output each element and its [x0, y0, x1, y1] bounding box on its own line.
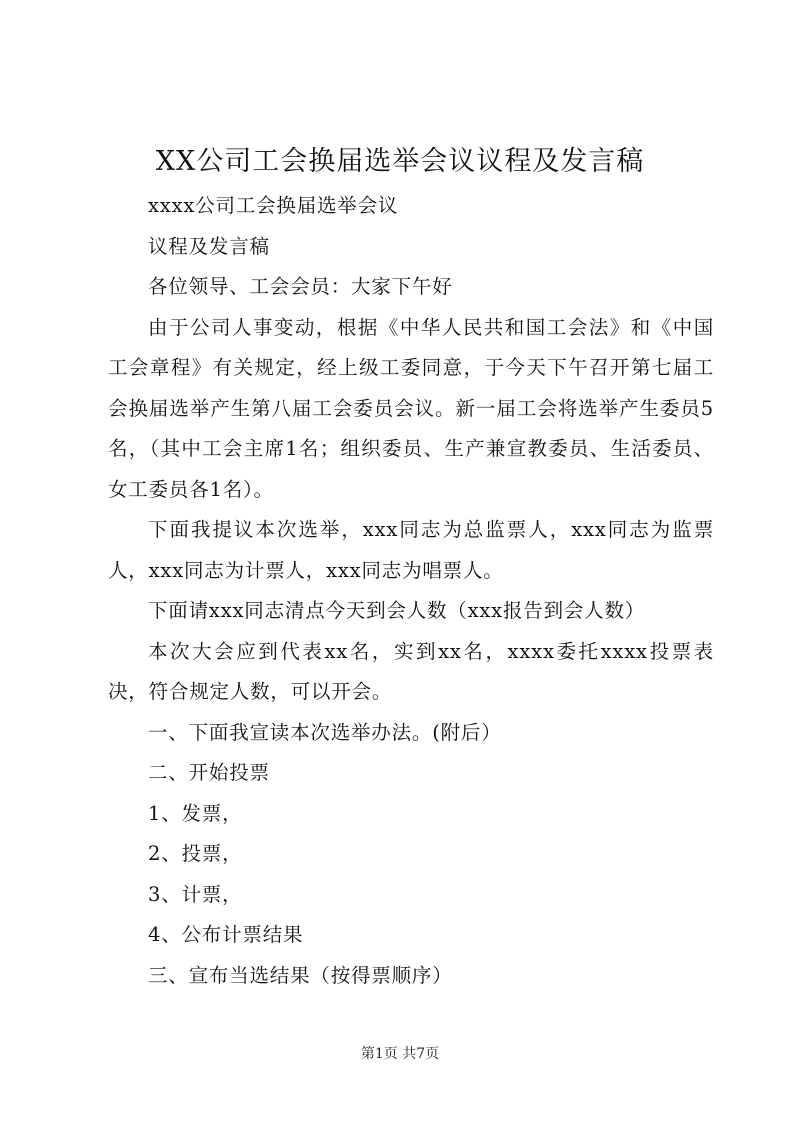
document-body: [108, 186, 714, 996]
paragraph-section-three: 三、宣布当选结果（按得票顺序）: [148, 963, 453, 987]
paragraph-attendance-count: 下面请xxx同志清点今天到会人数（xxx报告到会人数）: [148, 599, 646, 622]
paragraph-quorum: 本次大会应到代表xx名，实到xx名，xxxx委托xxxx投票表决，符合规定人数，可以开会。: [108, 639, 714, 703]
list-item-distribute: 1、发票，: [148, 801, 243, 825]
paragraph-meeting-name: xxxx公司工会换届选举会议: [148, 194, 399, 217]
paragraph-section-one: 一、下面我宣读本次选举办法。(附后）: [148, 720, 502, 744]
list-item-vote: 2、投票，: [148, 842, 243, 865]
paragraph-section-two: 二、开始投票: [148, 761, 270, 784]
paragraph-greeting: 各位领导、工会会员：大家下午好: [148, 275, 453, 298]
list-item-announce: 4、公布计票结果: [148, 923, 304, 946]
page-number-footer: 第1页 共7页: [360, 1046, 440, 1062]
paragraph-subtitle: 议程及发言稿: [148, 234, 270, 258]
document-title: XX公司工会换届选举会议议程及发言稿: [155, 146, 645, 177]
list-item-count: 3、计票，: [148, 882, 243, 906]
paragraph-vote-officials: 下面我提议本次选举，xxx同志为总监票人，xxx同志为监票人，xxx同志为计票人，xxx同志为唱票人。: [108, 518, 714, 582]
paragraph-background: 由于公司人事变动，根据《中华人民共和国工会法》和《中国工会章程》有关规定，经上级工委同意，于今天下午召开第七届工会换届选举产生第八届工会委员会议。新一届工会将选举产生委员5名，（其中工会主席1名；组织委员、生产兼宣教委员、生活委员、女工委员各1名）。: [108, 315, 714, 501]
